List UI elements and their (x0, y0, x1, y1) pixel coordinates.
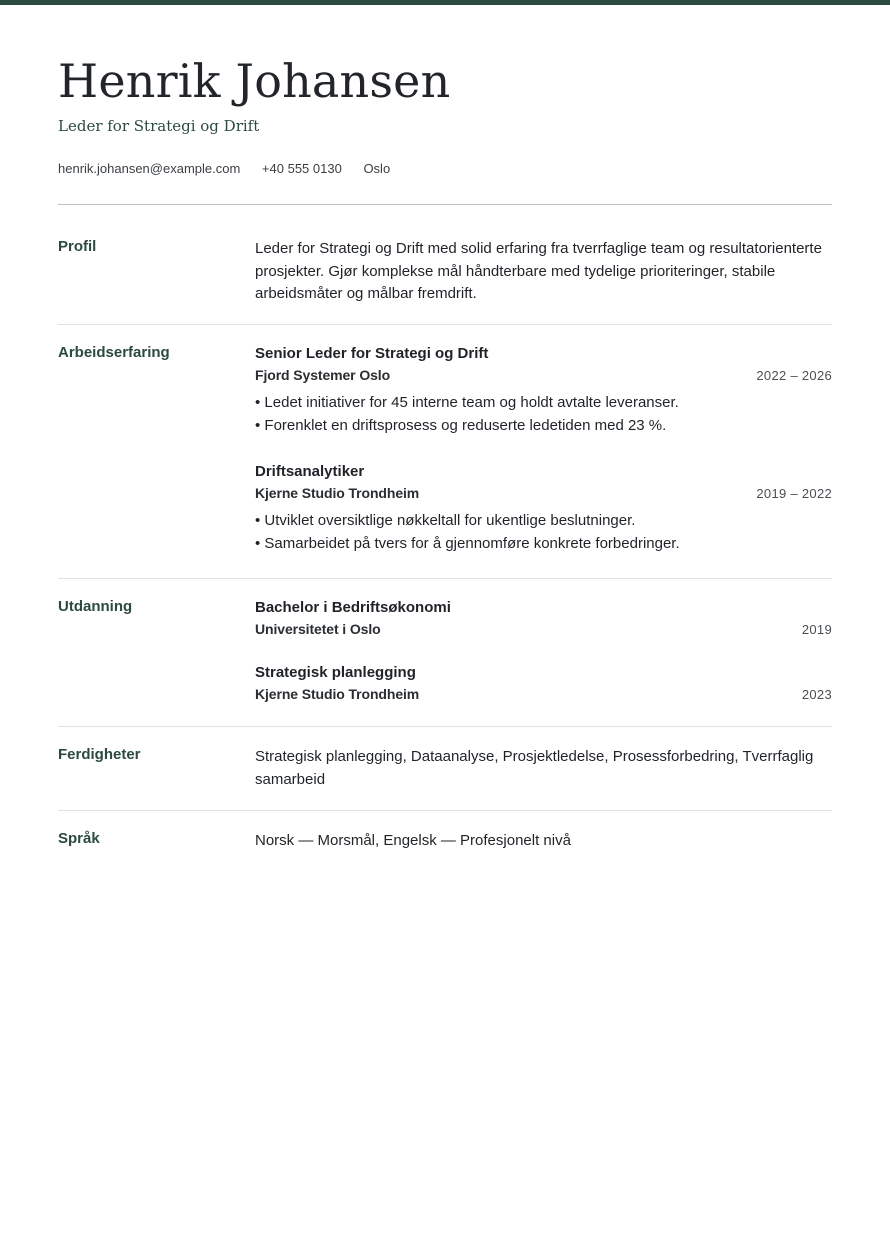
job-bullet: • Forenklet en driftsprosess og reduserte ledetiden med 23 %. (255, 416, 667, 434)
job-meta (255, 482, 832, 504)
degree-school: Universitetet i Oslo (255, 621, 381, 637)
experience-entry (255, 344, 832, 437)
languages-body (255, 830, 832, 853)
job-title: Driftsanalytiker (255, 463, 365, 480)
section-divider (58, 726, 832, 727)
degree-school: Kjerne Studio Trondheim (255, 686, 420, 702)
job-bullets (255, 510, 832, 555)
job-employer: Fjord Systemer Oslo (255, 367, 391, 383)
experience-entry (255, 462, 832, 555)
top-accent-bar (0, 0, 890, 5)
degree-year: 2019 (801, 622, 832, 637)
job-employer: Kjerne Studio Trondheim (255, 485, 420, 501)
degree-year: 2023 (801, 687, 832, 702)
job-dates: 2022 – 2026 (756, 368, 832, 383)
degree-title: Strategisk planlegging (255, 664, 416, 681)
job-meta (255, 364, 832, 386)
job-title: Senior Leder for Strategi og Drift (255, 345, 489, 362)
contact-line (58, 161, 408, 176)
profile-body (255, 238, 832, 306)
section-divider (58, 810, 832, 811)
section-divider (58, 578, 832, 579)
candidate-name: Henrik Johansen (58, 54, 451, 108)
section-label-experience: Arbeidserfaring (58, 344, 170, 361)
skills-body (255, 746, 832, 791)
section-divider (58, 324, 832, 325)
job-dates: 2019 – 2022 (756, 486, 832, 501)
contact-phone[interactable]: +40 555 0130 (261, 161, 342, 176)
job-bullet: • Utviklet oversiktlige nøkkeltall for ukentlige beslutninger. (255, 512, 636, 529)
degree-meta (255, 683, 832, 705)
degree-meta (255, 618, 832, 640)
skills-text: Strategisk planlegging, Dataanalyse, Prosjektledelse, Prosessforbedring, Tverrfaglig samarbeid (255, 748, 814, 788)
job-bullet: • Ledet initiativer for 45 interne team og holdt avtalte leveranser. (255, 394, 679, 411)
degree-title: Bachelor i Bedriftsøkonomi (255, 599, 451, 616)
job-bullet: • Samarbeidet på tvers for å gjennomføre konkrete forbedringer. (255, 534, 680, 552)
header-divider (58, 204, 832, 205)
section-label-education: Utdanning (58, 598, 133, 615)
section-label-skills: Ferdigheter (58, 746, 141, 763)
contact-email[interactable]: henrik.johansen@example.com (58, 161, 241, 176)
candidate-title: Leder for Strategi og Drift (58, 117, 260, 135)
contact-city: Oslo (363, 161, 391, 176)
section-label-profile: Profil (58, 238, 97, 255)
education-entry (255, 663, 832, 705)
section-label-languages: Språk (58, 830, 100, 847)
profile-text: Leder for Strategi og Drift med solid erfaring fra tverrfaglige team og resultatorienterte prosjekter. Gjør komplekse mål håndterbare med tydelige prioriteringer, stabile arbeidsmåter og målbar fremdrift. (255, 240, 822, 302)
languages-text: Norsk — Morsmål, Engelsk — Profesjonelt nivå (255, 832, 571, 849)
education-entry (255, 598, 832, 640)
job-bullets (255, 392, 832, 437)
